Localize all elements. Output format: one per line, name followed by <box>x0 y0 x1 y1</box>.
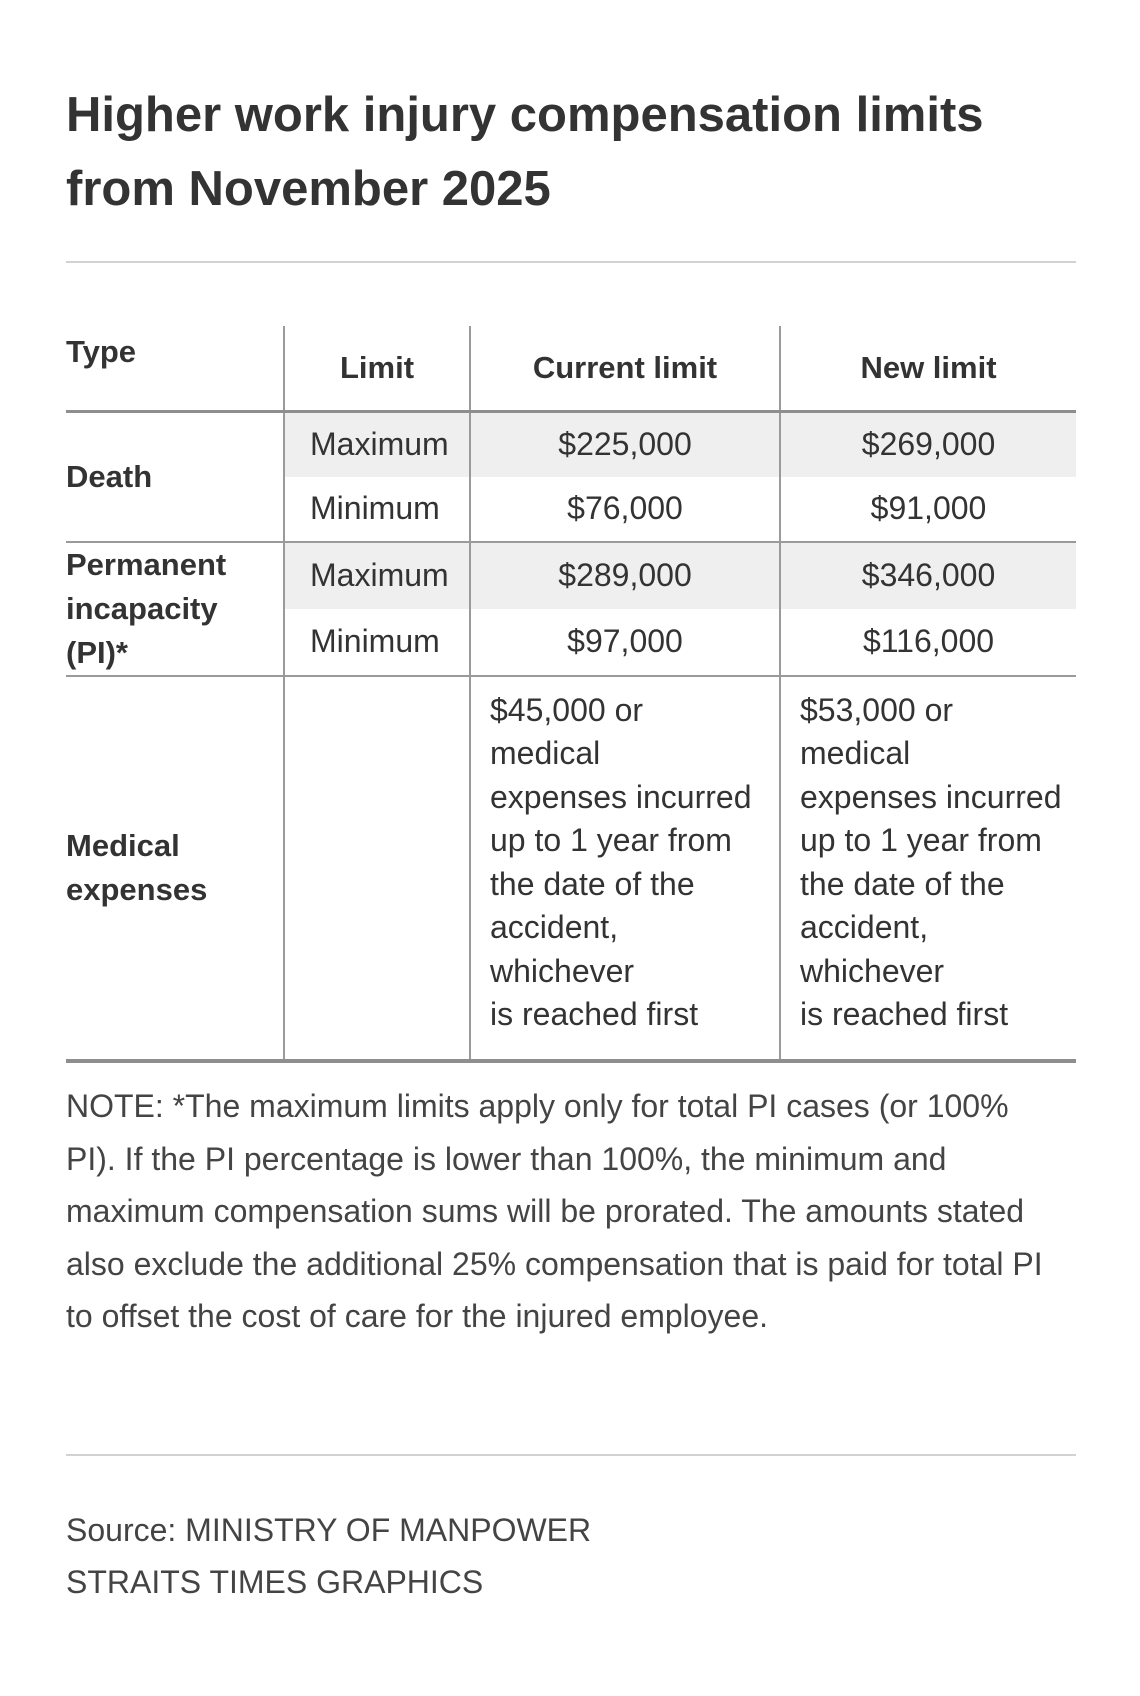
cell-new-limit: $269,000 <box>780 412 1076 477</box>
table-row <box>66 542 1076 609</box>
medical-new-text: $53,000 or medical expenses incurred up to 1 year from the date of the accident, whichever is reached first <box>800 691 1062 1032</box>
cell-limit-empty <box>284 676 470 1061</box>
cell-new-limit: $346,000 <box>780 542 1076 609</box>
header-new-limit: New limit <box>780 326 1076 412</box>
cell-limit: Maximum <box>284 542 470 609</box>
cell-new-limit: $91,000 <box>780 477 1076 542</box>
chart-title: Higher work injury compensation limits from November 2025 <box>66 88 984 216</box>
source-line: Source: MINISTRY OF MANPOWER <box>66 1512 592 1548</box>
cell-limit: Maximum <box>284 412 470 477</box>
cell-current-limit: $76,000 <box>470 477 780 542</box>
cell-current-limit: $225,000 <box>470 412 780 477</box>
cell-current-limit <box>470 676 780 1061</box>
graphics-credit: STRAITS TIMES GRAPHICS <box>66 1564 484 1600</box>
row-type-medical-expenses: Medical expenses <box>66 676 284 1061</box>
table-row <box>66 676 1076 1061</box>
cell-new-limit <box>780 676 1076 1061</box>
cell-new-limit: $116,000 <box>780 609 1076 676</box>
cell-limit: Minimum <box>284 609 470 676</box>
row-type-death: Death <box>66 412 284 542</box>
header-limit: Limit <box>284 326 470 412</box>
source-credit <box>66 1504 591 1608</box>
medical-current-text: $45,000 or medical expenses incurred up to 1 year from the date of the accident, whichever is reached first <box>490 691 752 1032</box>
table-header-row <box>66 326 1076 412</box>
cell-limit: Minimum <box>284 477 470 542</box>
header-current-limit: Current limit <box>470 326 780 412</box>
cell-current-limit: $289,000 <box>470 542 780 609</box>
header-type: Type <box>66 326 284 412</box>
table-row <box>66 412 1076 477</box>
top-divider <box>66 261 1076 263</box>
footnote: NOTE: *The maximum limits apply only for total PI cases (or 100% PI). If the PI percentage is lower than 100%, the minimum and maximum compensation sums will be prorated. The amounts stated also exclude the additional 25% compensation that is paid for total PI to offset the cost of care for the injured employee. <box>66 1088 1043 1334</box>
cell-current-limit: $97,000 <box>470 609 780 676</box>
bottom-divider <box>66 1454 1076 1456</box>
compensation-table <box>66 326 1076 1063</box>
row-type-permanent-incapacity: Permanent incapacity (PI)* <box>66 542 284 676</box>
